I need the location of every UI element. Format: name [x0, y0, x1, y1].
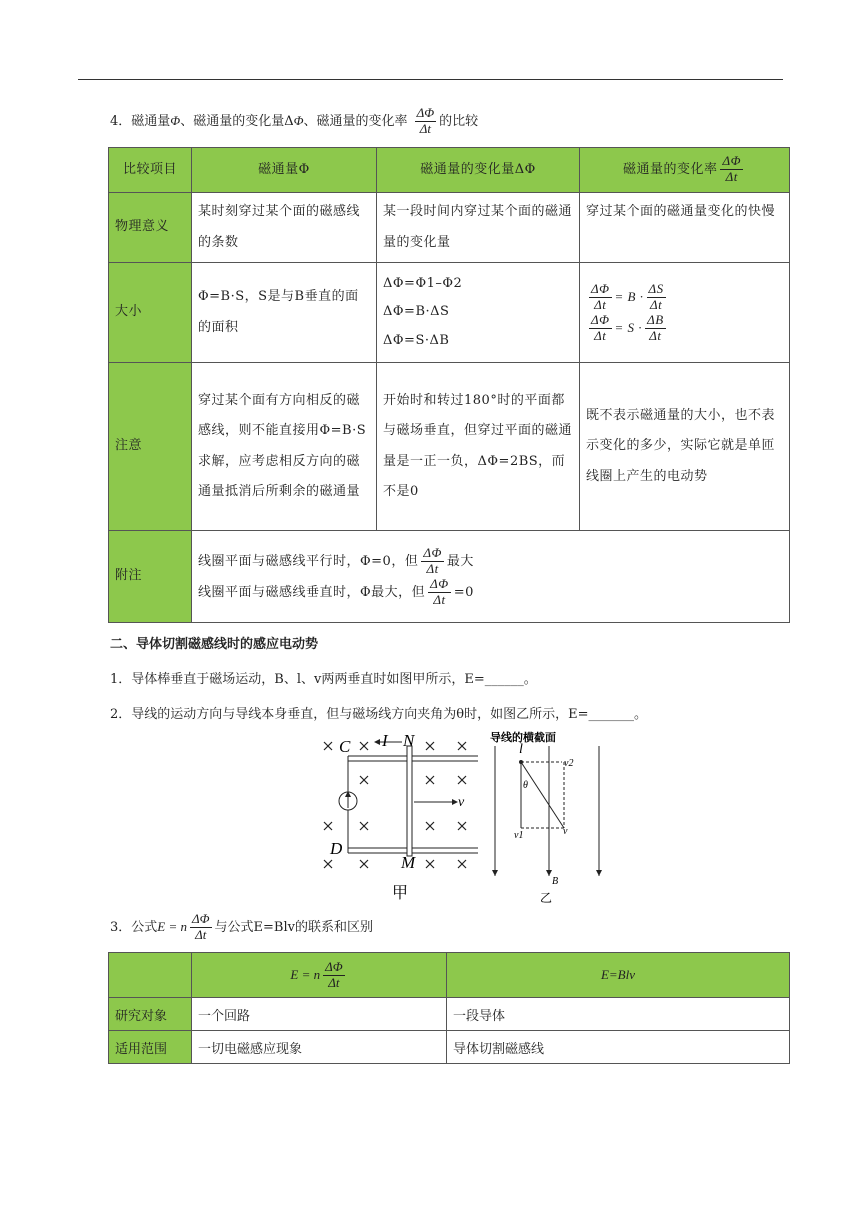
- cell: 穿过某个面的磁通量变化的快慢: [580, 193, 790, 263]
- label-v1: v1: [514, 830, 524, 841]
- header-cell: 磁通量的变化率 $\frac{\Delta\Phi}{\Delta t}$: [580, 148, 790, 193]
- row-label: 适用范围: [109, 1031, 192, 1064]
- label-M: M: [401, 853, 416, 872]
- row-label: 大小: [109, 263, 192, 363]
- cell: 一切电磁感应现象: [192, 1031, 447, 1064]
- cell: 线圈平面与磁感线平行时，Φ=0，但 $\frac{\Delta\Phi}{\Delta t}$ 最大 线圈平面与磁感线垂直时，Φ最大，但 $\frac{\Delta\Phi}{\Delta t}$ =0: [192, 531, 790, 623]
- cell: 开始时和转过180°时的平面都与磁场垂直，但穿过平面的磁通量是一正一负，ΔΦ=2BS，而不是0: [377, 363, 580, 531]
- section-heading: 二、导体切割磁感线时的感应电动势: [110, 637, 319, 652]
- label-D: D: [330, 839, 343, 858]
- heading-4: 4．磁通量Φ、磁通量的变化量ΔΦ、磁通量的变化率 $\frac{\Delta\Phi}{\Delta t}$ 的比较: [110, 105, 479, 136]
- row-label: 附注: [109, 531, 192, 623]
- header-cell: 磁通量的变化量ΔΦ: [377, 148, 580, 193]
- cell: 一个回路: [192, 998, 447, 1031]
- header-cell: [109, 953, 192, 998]
- label-v2: v2: [564, 758, 574, 769]
- header-cell: 磁通量Φ: [192, 148, 377, 193]
- cell: 穿过某个面有方向相反的磁感线，则不能直接用Φ=B·S求解，应考虑相反方向的磁通量抵消后所剩余的磁通量: [192, 363, 377, 531]
- header-rule: [78, 79, 783, 80]
- label-I: I: [382, 731, 388, 750]
- label-jia: 甲: [392, 885, 409, 902]
- cell: Φ=B·S，S是与B垂直的面的面积: [192, 263, 377, 363]
- figure-title: 导线的横截面: [490, 731, 556, 744]
- cell: 某时刻穿过某个面的磁感线的条数: [192, 193, 377, 263]
- cell: $\frac{\Delta\Phi}{\Delta t}$ = B · $\frac{\Delta S}{\Delta t}$ $\frac{\Delta\Phi}{\Delta t}$ = S · $\frac{\Delta B}{\Delta t}$: [580, 263, 790, 363]
- cell: 导体切割磁感线: [447, 1031, 790, 1064]
- label-B: B: [552, 876, 559, 887]
- label-N: N: [403, 731, 415, 750]
- item-1: 1．导体棒垂直于磁场运动，B、l、v两两垂直时如图甲所示，E=______。: [110, 672, 537, 687]
- item-3: 3．公式E = n $\frac{\Delta\Phi}{\Delta t}$ 与公式E=Blv的联系和区别: [110, 911, 373, 942]
- formula-table: [108, 952, 790, 1064]
- label-yi: 乙: [540, 891, 553, 905]
- item-2: 2．导线的运动方向与导线本身垂直，但与磁场线方向夹角为θ时，如图乙所示，E=_______。: [110, 707, 647, 722]
- header-cell: 比较项目: [109, 148, 192, 193]
- cell: 某一段时间内穿过某个面的磁通量的变化量: [377, 193, 580, 263]
- label-vv: v: [563, 826, 568, 837]
- header-cell: E = n $\frac{\Delta\Phi}{\Delta t}$: [192, 953, 447, 998]
- header-cell: E=Blv: [447, 953, 790, 998]
- label-l: l: [519, 742, 523, 757]
- row-label: 研究对象: [109, 998, 192, 1031]
- cell: 既不表示磁通量的大小，也不表示变化的多少，实际它就是单匝线圈上产生的电动势: [580, 363, 790, 531]
- row-label: 注意: [109, 363, 192, 531]
- label-theta: θ: [523, 780, 528, 791]
- cell: 一段导体: [447, 998, 790, 1031]
- label-C: C: [339, 737, 351, 756]
- cell: ΔΦ=Φ1–Φ2 ΔΦ=B·ΔS ΔΦ=S·ΔB: [377, 263, 580, 363]
- figure-diagram: [312, 728, 612, 908]
- comparison-table: [108, 147, 790, 623]
- label-v: v: [458, 795, 465, 810]
- row-label: 物理意义: [109, 193, 192, 263]
